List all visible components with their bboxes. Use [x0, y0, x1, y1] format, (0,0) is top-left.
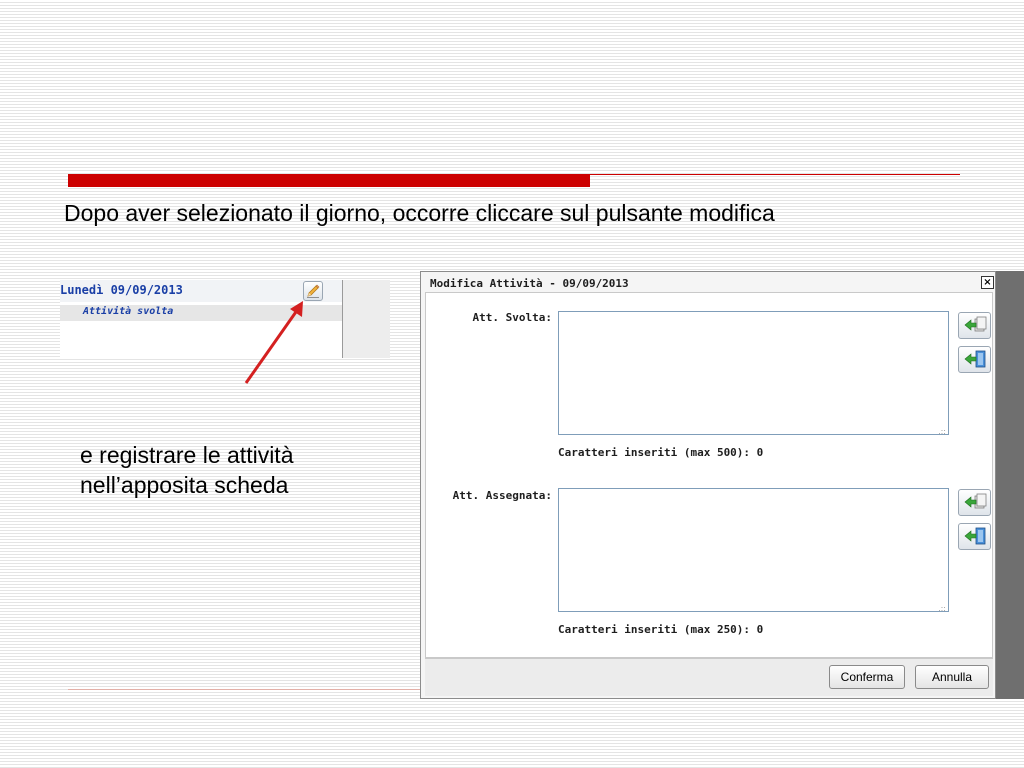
assegnata-textarea[interactable] [558, 488, 949, 612]
svolta-char-counter: Caratteri inseriti (max 500): 0 [558, 446, 764, 459]
resize-grip-icon[interactable]: .:: [938, 427, 946, 436]
assegnata-copy-button[interactable] [958, 489, 991, 516]
svolta-copy-button[interactable] [958, 312, 991, 339]
svolta-textarea[interactable] [558, 311, 949, 435]
svolta-label: Att. Svolta: [472, 311, 552, 324]
cancel-button[interactable]: Annulla [915, 665, 989, 689]
svolta-field-wrap [558, 311, 949, 439]
slide-sub-text: e registrare le attività nell’apposita scheda [80, 442, 294, 498]
copy-from-icon [959, 313, 990, 338]
assegnata-field-wrap [558, 488, 949, 616]
assegnata-import-button[interactable] [958, 523, 991, 550]
svolta-import-button[interactable] [958, 346, 991, 373]
assegnata-char-counter: Caratteri inseriti (max 250): 0 [558, 623, 764, 636]
calendar-activity-label[interactable]: Attività svolta [83, 306, 174, 317]
title-accent-bar [68, 174, 590, 187]
dialog-footer [425, 658, 993, 696]
dialog-body [425, 292, 993, 658]
slide-main-text: Dopo aver selezionato il giorno, occorre cliccare sul pulsante modifica [64, 200, 775, 226]
confirm-button[interactable]: Conferma [829, 665, 905, 689]
import-icon [959, 347, 990, 372]
import-icon [959, 524, 990, 549]
resize-grip-icon[interactable]: .:: [938, 604, 946, 613]
assegnata-label: Att. Assegnata: [452, 489, 552, 502]
pointer-arrow [240, 295, 310, 387]
calendar-day-date[interactable]: Lunedì 09/09/2013 [60, 283, 183, 297]
edit-activity-dialog [420, 271, 996, 699]
calendar-side-column [343, 280, 390, 358]
calendar-day-snippet [60, 280, 390, 358]
close-icon[interactable]: × [981, 276, 994, 289]
copy-from-icon [959, 490, 990, 515]
dialog-title: Modifica Attività - 09/09/2013 [430, 277, 629, 290]
title-accent-line [590, 174, 960, 175]
footer-line [68, 689, 420, 690]
